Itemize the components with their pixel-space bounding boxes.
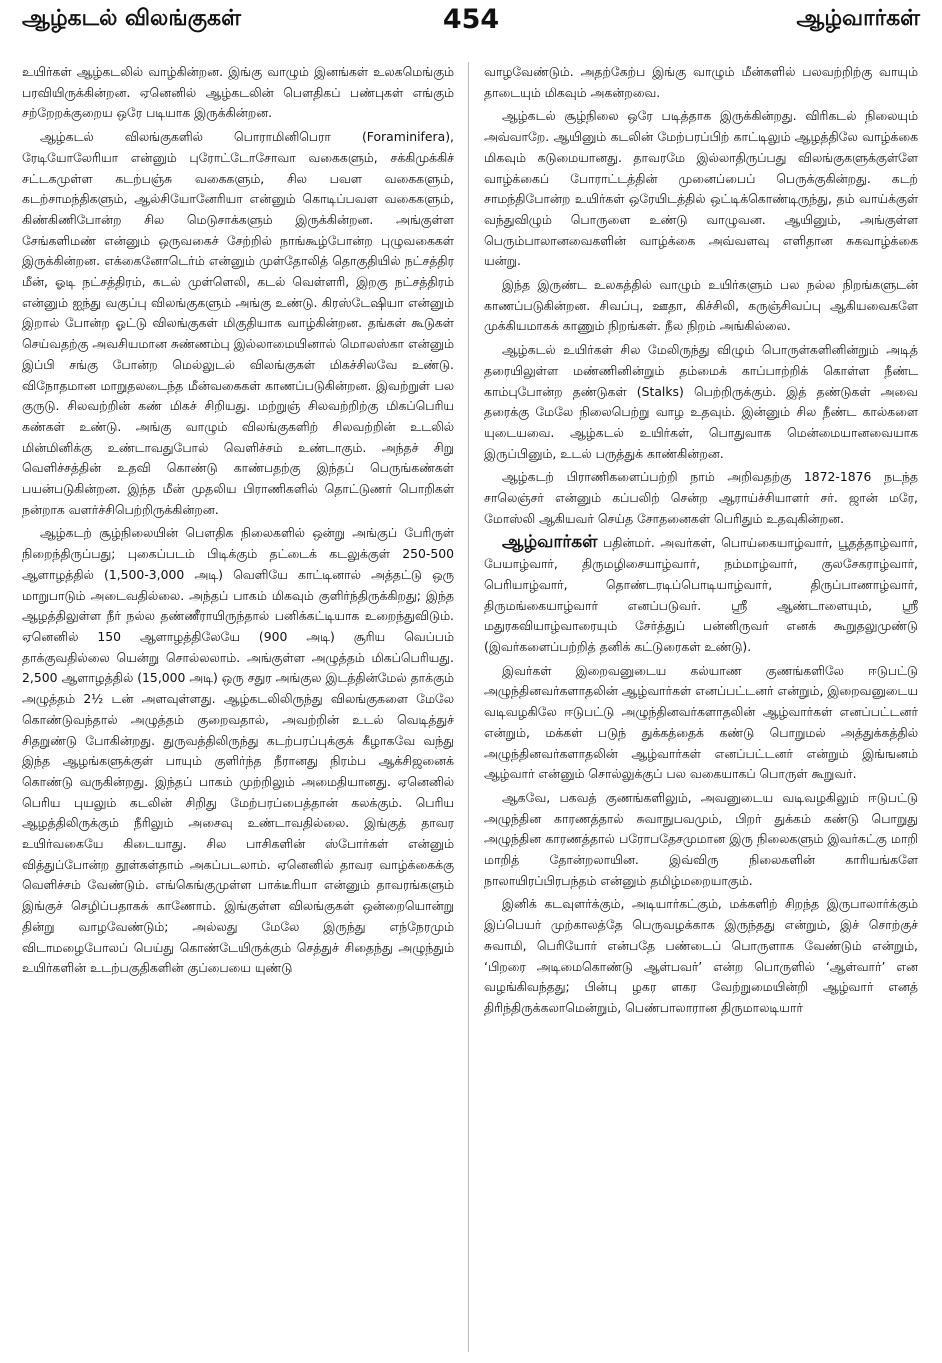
paragraph: ஆழ்கடல் சூழ்நிலை ஒரே படித்தாக இருக்கின்றது. விரிகடல் நிலையும் அவ்வாறே. ஆயினும் கடலின் மேற்பரப்பிற் காட்டிலும் ஆழத்திலே வாழ்க்கை மிகவும் கடுமையானது. தாவரமே இல்லாதிருப்பது விலங்குகளுக்குள்ளே வாழ்க்கைப் போராட்டத்தின் முனைப்பைப் பெருக்குகின்றது. கடற் சாமந்திபோன்ற உயிர்கள் ஒரேயிடத்தில் ஒட்டிக்கொண்டிருந்து, தம் வாய்க்குள் வந்துவிழும் பொருளை உண்டு வாழுவன. ஆயினும், அங்குள்ள பெரும்பாலானவைகளின் வாழ்க்கை அவ்வளவு எளிதான சுகவாழ்க்கை யன்று.	[484, 108, 918, 269]
paragraph: ஆழ்கடற் சூழ்நிலையின் பௌதிக நிலைகளில் ஒன்று அங்குப் பேரிருள் நிறைந்திருப்பது; புகைப்படம் பிடிக்கும் தட்டைக் கடலுக்குள் 250-500 ஆளாழத்தில் (1,500-3,000 அடி) வெளியே காட்டினால் அத்தட்டு ஒரு மாறுபாடும் அடைவதில்லை. அந்தப் பாகம் மிகவும் குளிர்ந்திருக்கிறது; இந்த ஆழத்திலுள்ள நீர் நல்ல தண்ணீராயிருந்தால் பனிக்கட்டியாக உறைந்துவிடும். ஏனெனில் 150 ஆளாழத்திலேயே (900 அடி) சூரிய வெப்பம் தாக்குவதில்லை யென்று சொல்லலாம். அங்குள்ள அழுத்தம் மிகப்பெரியது. 2,500 ஆளாழத்தில் (15,000 அடி) ஒரு சதுர அங்குல இடத்தின்மேல் தாக்கும் அழுத்தம் 2½ டன் அளவுள்ளது. ஆழ்கடலிலிருந்து விலங்குகளை மேலே கொண்டுவந்தால் அழுத்தம் குறைவதால், அவற்றின் உடல் வெடித்துச் சிதறுண்டு போகின்றது. துருவத்திலிருந்து கடற்பரப்புக்குக் கீழாகவே வந்து இந்த ஆழங்களுக்குள் பாயும் குளிர்ந்த நீரானது நிரம்ப ஆக்சிஜனைக் கொண்டு வருகின்றது. இந்தப் பாகம் முற்றிலும் அமைதியானது. ஏனெனில் பெரிய புயலும் கடலின் சிறிது மேற்பரப்பைத்தான் கலக்கும். பெரிய ஆழத்திலிருக்கும் நீரிலும் அசைவு உண்டாவதில்லை. இங்குத் தாவர உயிர்வகையே கிடையாது. சில பாசிகளின் ஸ்போர்கள் என்னும் வித்துப்போன்ற தூள்கள்தாம் அகப்படலாம். ஏனெனில் தாவர வாழ்க்கைக்கு வெளிச்சம் வேண்டும். எங்கெங்குமுள்ள பாக்டீரியா என்னும் தாவரங்களும் இங்குச் செழிப்பதாகக் காணோம். இங்குள்ள விலங்குகள் ஒன்றையொன்று தின்று வாழவேண்டும்; அல்லது மேலே இருந்து எந்நேரமும் விடாமழைபோலப் பெய்து கொண்டேயிருக்கும் செத்துச் சிதைந்து அழுந்தும் உயிர்களின் உடற்பகுதிகளின் குப்பையை யுண்டு	[22, 525, 454, 976]
paragraph: வாழவேண்டும். அதற்கேற்ப இங்கு வாழும் மீன்களில் பலவற்றிற்கு வாயும் தாடையும் மிகவும் அகன்றவை.	[484, 64, 918, 100]
paragraph: ஆழ்கடற் பிராணிகளைப்பற்றி நாம் அறிவதற்கு 1872-1876 நடந்த சாலெஞ்சர் என்னும் கப்பலிற் சென்ற ஆராய்ச்சியாளர் சர். ஜான் மரே, மோஸ்லி ஆகியவர் செய்த சோதனைகள் பெரிதும் உதவுகின்றன.	[484, 469, 918, 526]
entry-paragraph	[484, 532, 918, 657]
left-column	[22, 62, 454, 1352]
page-header	[22, 6, 920, 40]
paragraph: ஆகவே, பகவத் குணங்களிலும், அவனுடைய வடிவழகிலும் ஈடுபட்டு அழுந்தின காரணத்தால் சுவாநுபவமும், பிறர் துக்கம் கண்டு பொறுது அழுந்தின காரணத்தால் பரோபதேசமுமான இரு நிலைகளும் இவர்கட்கு மாறி மாறித் தோன்றலாயின. இவ்விரு நிலைகளின் காரியங்களே நாலாயிரப்பிரபந்தம் என்னும் தமிழ்மறையாகும்.	[484, 789, 918, 888]
paragraph: ஆழ்கடல் விலங்குகளில் பொராமினிபெரா (Foraminifera), ரேடியோலேரியா என்னும் புரோட்டோசோவா வகைகளும், சக்கிமுக்கிச் சட்டகமுள்ள கடற்பஞ்சு வகைகளும், சில பவள வகைகளும், கடற்சாமந்திகளும், ஆல்சியோனேரியா என்னும் கொடிப்பவள வகைகளும், கிண்கிணிபோன்ற சில மெடுசாக்களும் இருக்கின்றன. அங்குள்ள சேங்களிமண் என்னும் ஒருவகைச் சேற்றில் நாங்கூழ்போன்ற புழுவகைகள் இருக்கின்றன. எக்கைனோடெர்ம் என்னும் முள்தோலித் தொகுதியில் நட்சத்திர மீன், ஓடி நட்சத்திரம், கடல் முள்ளெலி, கடல் வெள்ளரி, இறகு நட்சத்திரம் என்னும் ஐந்து வகுப்பு விலங்குகளும் அங்கு உண்டு. கிரஸ்டேஷியா என்னும் இறால் போன்ற ஓட்டு விலங்குகள் மிகுதியாக வாழ்கின்றன. தங்கள் கூடுகள் செய்வதற்கு அவசியமான சுண்ணம்பு இல்லாமையினால் மொலஸ்கா என்னும் இப்பி சங்கு போன்ற மெல்லுடல் விலங்குகள் மிகச்சிலவே உண்டு. விநோதமான மாறுதலடைந்த மீன்வகைகள் காணப்படுகின்றன. இவற்றுள் பல குருடு. சிலவற்றின் கண் மிகச் சிறியது. மற்றுஞ் சிலவற்றிற்கு மிகப்பெரிய கண்கள் உண்டு. அங்கு வாழும் விலங்குகளிற் சிலவற்றின் உடலில் மின்மினிக்கு உண்டாவதுபோல் வெளிச்சம் உண்டாகும். அந்தச் சிறு வெளிச்சத்தின் உதவி கொண்டு காண்பதற்கு இந்தப் பெருங்கண்கள் பயன்படுகின்றன. இந்த மீன் முதலிய பிராணிகளில் தொட்டுணர் பொறிகள் நன்றாக வளர்ச்சிபெற்றிருக்கின்றன.	[22, 129, 454, 517]
running-head-left: ஆழ்கடல் விலங்குகள்	[22, 6, 241, 31]
entry-headword: ஆழ்வார்கள்	[502, 532, 598, 553]
paragraph: இவர்கள் இறைவனுடைய கல்யாண குணங்களிலே ஈடுபட்டு அழுந்தினவர்களாதலின் ஆழ்வார்கள் எனப்பட்டனர் என்றும், இறைவனுடைய வடிவழகிலே ஈடுபட்டு அழுந்தினவர்களாதலின் ஆழ்வார்கள் எனப்பட்டனர் என்றும், மக்கள் படுந் துக்கத்தைக் கண்டு பொறுமல் அத்துக்கத்தில் அழுந்தினவர்களாதலின் ஆழ்வார்கள் எனப்பட்டனர் என்றும் இங்ஙனம் ஆழ்வார் என்னும் சொல்லுக்குப் பல வகையாகப் பொருள் கூறுவர்.	[484, 662, 918, 782]
paragraph: இந்த இருண்ட உலகத்தில் வாழும் உயிர்களும் பல நல்ல நிறங்களுடன் காணப்படுகின்றன. சிவப்பு, ஊதா, கிச்சிலி, கருஞ்சிவப்பு ஆகியவைகளே முக்கியமாகக் காணும் நிறங்கள். நீல நிறம் அங்கில்லை.	[484, 277, 918, 334]
page-number: 454	[442, 4, 500, 35]
paragraph: இனிக் கடவுளர்க்கும், அடியார்கட்கும், மக்களிற் சிறந்த இருபாலார்க்கும் இப்பெயர் முற்காலத்தே பெருவழக்காக இருந்தது என்றும், இச் சொற்குச் சுவாமி, பெரியோர் என்பதே பண்டைப் பொருளாக வேண்டும் என்றும், ‘பிறரை அடிமைகொண்டு ஆள்பவர்’ என்ற பொருளில் ‘ஆள்வார்’ என வழங்கிவந்தது; பின்பு ழகர ளகர வேற்றுமையின்றி ஆழ்வார் எனத் திரிந்திருக்கலாமென்றும், பெண்பாலாரான திருமாலடியார்	[484, 896, 918, 1015]
paragraph: உயிர்கள் ஆழ்கடலில் வாழ்கின்றன. இங்கு வாழும் இனங்கள் உலகமெங்கும் பரவியிருக்கின்றன. ஏனெனில் ஆழ்கடலின் பௌதிகப் பண்புகள் எங்கும் சற்றேறக்குறைய ஒரே படியாக இருக்கின்றன.	[22, 64, 454, 121]
column-divider	[468, 62, 469, 1352]
running-head-right: ஆழ்வார்கள்	[796, 6, 920, 31]
right-column	[484, 62, 918, 1352]
paragraph: ஆழ்கடல் உயிர்கள் சில மேலிருந்து விழும் பொருள்களினின்றும் அடித் தரையிலுள்ள மண்ணினின்றும் தம்மைக் காப்பாற்றிக் கொள்ள நீண்ட காம்புபோன்ற தண்டுகள் (Stalks) பெற்றிருக்கும். இத் தண்டுகள் அவை தரைக்கு மேலே நிலைபெற்று வாழ உதவும். இன்னும் சில நீண்ட கால்களை யுடையவை. ஆழ்கடல் உயிர்கள், பொதுவாக மென்மையானவையாக இருப்பினும், உடல் பருத்துக் காண்கின்றன.	[484, 342, 918, 461]
entry-text: பதின்மர். அவர்கள், பொய்கையாழ்வார், பூதத்தாழ்வார், பேயாழ்வார், திருமழிசையாழ்வார், நம்மாழ்வார், குலசேகராழ்வார், பெரியாழ்வார், தொண்டரடிப்பொடியாழ்வார், திருப்பாணாழ்வார், திருமங்கையாழ்வார் எனப்படுவர். ஸ்ரீ ஆண்டாளையும், ஸ்ரீ மதுரகவியாழ்வாரையும் சேர்த்துப் பன்னிருவர் எனக் கூறுதலுமுண்டு (இவர்களைப்பற்றித் தனிக் கட்டுரைகள் உண்டு).	[484, 535, 918, 654]
